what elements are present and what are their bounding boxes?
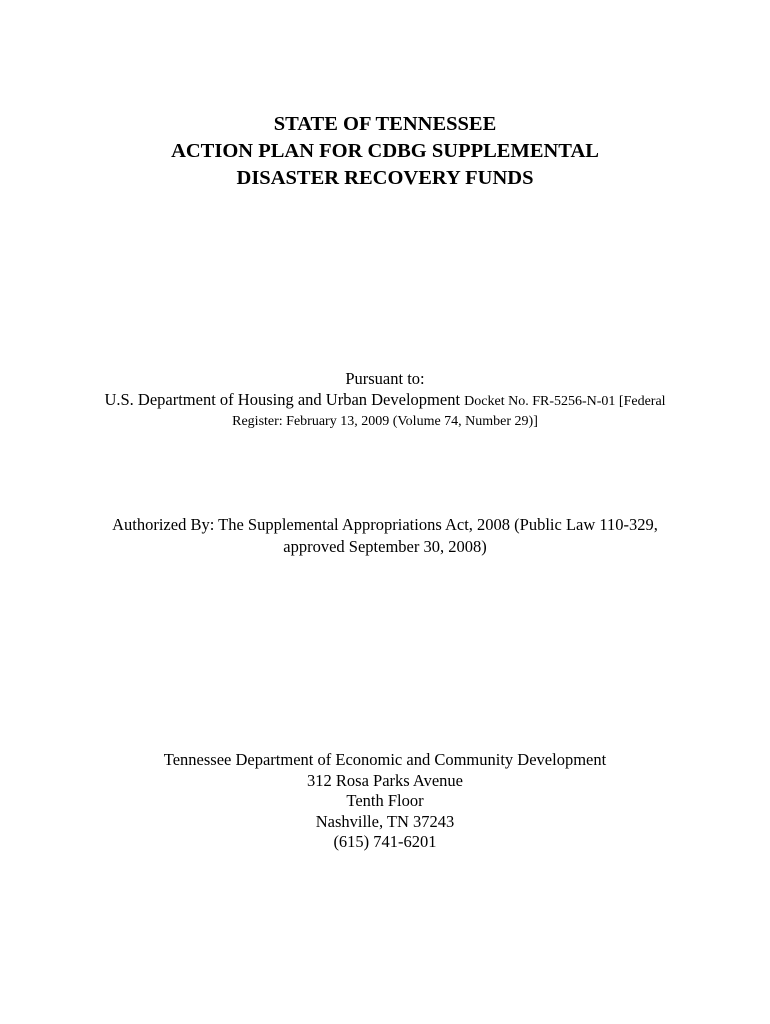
authorized-line-1: Authorized By: The Supplemental Appropriations Act, 2008 (Public Law 110-329, [112,515,658,534]
pursuant-authority-line [0,389,770,412]
title-line-1: STATE OF TENNESSEE [273,113,497,135]
title-line-2: ACTION PLAN FOR CDBG SUPPLEMENTAL [171,140,599,162]
phone-number: (615) 741-6201 [333,832,437,851]
title-line-3: DISASTER RECOVERY FUNDS [236,167,534,189]
department-name: U.S. Department of Housing and Urban Development [104,390,461,409]
organization-name: Tennessee Department of Economic and Community Development [163,750,607,769]
federal-register-reference: Register: February 13, 2009 (Volume 74, Number 29)] [232,414,538,429]
address-section [0,750,770,853]
pursuant-section [0,368,770,431]
pursuant-label: Pursuant to: [345,369,425,388]
authorized-by-section [0,514,770,558]
docket-number: Docket No. FR-5256-N-01 [Federal [464,394,666,409]
floor: Tenth Floor [346,791,424,810]
document-title [0,111,770,192]
street-address: 312 Rosa Parks Avenue [307,770,463,790]
city-state-zip: Nashville, TN 37243 [315,811,455,831]
authorized-line-2: approved September 30, 2008) [283,537,487,556]
